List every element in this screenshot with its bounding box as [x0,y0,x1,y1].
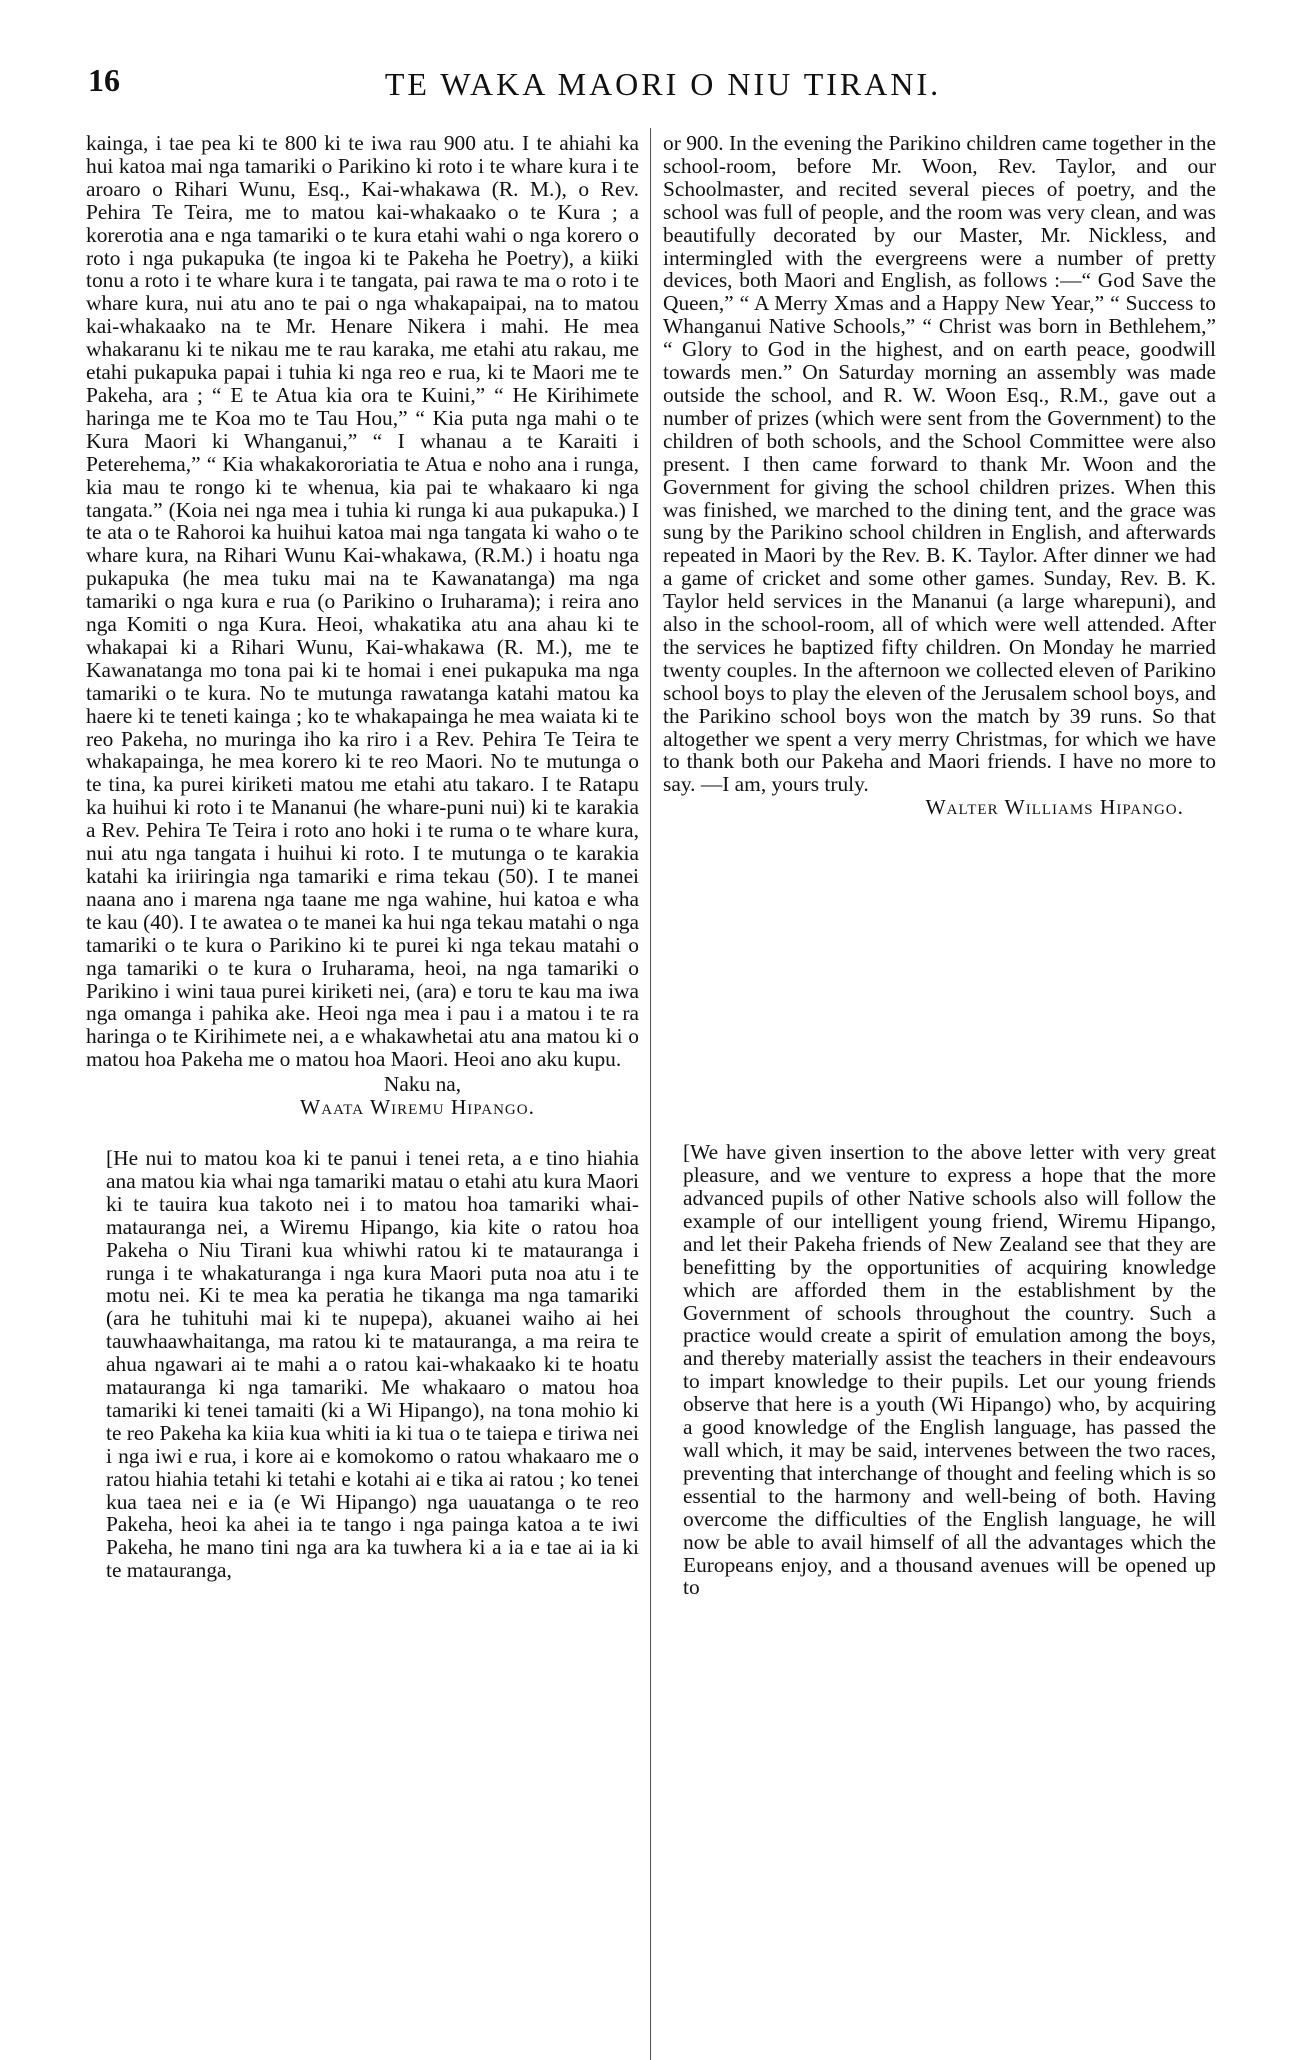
section-gap [86,1119,639,1147]
masthead-title: TE WAKA MAORI O NIU TIRANI. [384,66,942,102]
maori-editorial-note: [He nui to matou koa ki te panui i tenei reta, a e tino hiahia ana matou kia whai nga tamariki matau o etahi atu kura Maori ki te tauira kua takoto nei i to matou hoa tamariki whai-matauranga nei, a Wiremu Hipango, kia kite o ratou hoa Pakeha o Niu Tirani kua whiwhi ratou ki te matauranga i runga i te whakaturanga i nga kura Maori puta noa atu i te motu nei. Ki te mea ka peratia he tikanga ma nga tamariki (ara he tuhituhi mai ki te nupepa), akuanei waiho ai hei tauwhaawhaitanga, ma ratou ki te matauranga, a ma reira te ahua ngawari ai te mahi a o ratou kai-whakaako ki te hoatu matauranga ki nga tamariki. Me whakaaro o matou hoa tamariki ki tenei tamaiti (ki a Wi Hipango), na tona mohio ki te reo Pakeha ka kiia kua whiti ia ki tua o te taiepa e tiriwa nei i nga iwi e rua, i kore ai e komokomo o ratou whakaaro me o ratou hiahia tetahi ki tetahi e kotahi ai e tika ai ratou ; ko tenei kua taea nei e ia (e Wi Hipango) nga uauatanga o te reo Pakeha, heoi ka ahei ia te tango i nga painga katoa a te iwi Pakeha, he mano tini nga ara ka tuwhera ki a ia e tae ai ia ki te matauranga, [106,1145,639,1583]
page-header [88,62,1238,112]
english-signature: Walter Williams Hipango. [925,795,1184,820]
left-column [86,132,639,1582]
section-gap [663,819,1216,1141]
column-divider [650,128,651,2060]
letter-closing: Naku na, [383,1072,462,1097]
right-column [663,132,1216,1599]
page-number: 16 [88,62,120,98]
maori-signature: Waata Wiremu Hipango. [300,1095,535,1120]
english-editorial-note: [We have given insertion to the above letter with very great pleasure, and we venture to express a hope that the more advanced pupils of other Native schools also will follow the example of our intelligent young friend, Wiremu Hipango, and let their Pakeha friends of New Zealand see that they are benefitting by the opportunities of acquiring knowledge which are afforded them in the establishment by the Government of schools throughout the country. Such a practice would create a spirit of emulation among the boys, and thereby materially assist the teachers in their endeavours to impart knowledge to their pupils. Let our young friends observe that here is a youth (Wi Hipango) who, by acquiring a good knowledge of the English language, has passed the wall which, it may be said, intervenes between the two races, preventing that interchange of thought and feeling which is so essential to the harmony and well-being of both. Having overcome the difficulties of the English language, he will now be able to avail himself of all the advantages which the Europeans enjoy, and a thousand avenues will be opened up to [683,1140,1216,1600]
english-letter-text: or 900. In the evening the Parikino children came together in the school-room, before Mr. Woon, Rev. Taylor, and our Schoolmaster, and recited several pieces of poetry, and the school was full of people, and the room was very clean, and was beautifully decorated by our Master, Mr. Nickless, and intermingled with the evergreens were a number of pretty devices, both Maori and English, as follows :—“ God Save the Queen,” “ A Merry Xmas and a Happy New Year,” “ Success to Whanganui Native Schools,” “ Christ was born in Bethlehem,” “ Glory to God in the highest, and on earth peace, goodwill towards men.” On Saturday morning an assembly was made outside the school, and R. W. Woon Esq., R.M., gave out a number of prizes (which were sent from the Government) to the children of both schools, and the School Committee were also present. I then came forward to thank Mr. Woon and the Government for giving the school children prizes. When this was finished, we marched to the dining tent, and the grace was sung by the Parikino school children in English, and afterwards repeated in Maori by the Rev. B. K. Taylor. After dinner we had a game of cricket and some other games. Sunday, Rev. B. K. Taylor held services in the Mananui (a large wharepuni), and also in the school-room, all of which were well attended. After the services he baptized fifty children. On Monday he married twenty couples. In the afternoon we collected eleven of Parikino school boys to play the eleven of the Jerusalem school boys, and the Parikino school boys won the match by 39 runs. So that altogether we spent a very merry Christmas, for which we have to thank both our Pakeha and Maori friends. I have no more to say. —I am, yours truly. [663,131,1216,797]
maori-letter-text: kainga, i tae pea ki te 800 ki te iwa rau 900 atu. I te ahiahi ka hui katoa mai nga tamariki o Parikino ki roto i te whare kura i te aroaro o Rihari Wunu, Esq., Kai-whakawa (R. M.), o Rev. Pehira Te Teira, me to matou kai-whakaako o te Kura ; a korerotia ana e nga tamariki o te kura etahi wahi o nga korero o roto i nga pukapuka (te ingoa ki te Pakeha he Poetry), a kiiki tonu a roto i te whare kura i te tangata, pai rawa te ma o roto i te whare kura, nui atu ano te pai o nga whakapaipai, na to matou kai-whakaako na te Mr. Henare Nikera i mahi. He mea whakaranu ki te nikau me te rau karaka, me etahi atu rakau, me etahi pukapuka papai i tuhia ki nga reo e rua, ki te Maori me te Pakeha, ara ; “ E te Atua kia ora te Kuini,” “ He Kirihimete haringa me te Koa mo te Tau Hou,” “ Kia puta nga mahi o te Kura Maori ki Whanganui,” “ I whanau a te Karaiti i Peterehema,” “ Kia whakakororiatia te Atua e noho ana i runga, kia mau te rongo ki te whenua, kia pai te whakaaro ki nga tangata.” (Koia nei nga mea i tuhia ki runga ki aua pukapuka.) I te ata o te Rahoroi ka huihui katoa mai nga tangata ki waho o te whare kura, na Rihari Wunu Kai-whakawa, (R.M.) i hoatu nga pukapuka (he mea tuku mai na te Kawanatanga) ma nga tamariki o nga kura e rua (o Parikino o Iruharama); i reira ano nga Komiti o nga Kura. Heoi, whakatika atu ana ahau ki te whakapai ki a Rihari Wunu, Kai-whakawa (R. M.), me te Kawanatanga mo tona pai ki te homai i enei pukapuka ma nga tamariki o te kura. No te mutunga rawatanga katahi matou ka haere ki te teneti kainga ; ko te whakapainga he mea waiata ki te reo Pakeha, no muringa iho ka riro i a Rev. Pehira Te Teira te whakapainga, he mea korero ki te reo Maori. No te mutunga o te tina, ka purei kiriketi matou me etahi atu takaro. I te Ratapu ka huihui ki roto i te Mananui (he whare-puni nui) ki te karakia a Rev. Pehira Te Teira i roto ano hoki i te ruma o te whare kura, nui atu nga tangata i huihui ki roto. I te mutunga o te karakia katahi ka iriiringia nga tamariki e rima tekau (50). I te manei naana ano i marena nga taane me nga wahine, hui katoa e wha te kau (40). I te awatea o te manei ka hui nga tekau matahi o nga tamariki o te kura o Parikino ki te purei ki nga tekau matahi o nga tamariki o te kura o Iruharama, heoi, na nga tamariki o Parikino i wini taua purei kiriketi nei, (ara) e toru te kau ma iwa nga omanga i pahika ake. Heoi nga mea i pau i a matou i te ra haringa o te Kirihimete nei, a e whakawhetai atu ana matou ki o matou hoa Pakeha me o matou hoa Maori. Heoi ano aku kupu. [86,131,639,1072]
